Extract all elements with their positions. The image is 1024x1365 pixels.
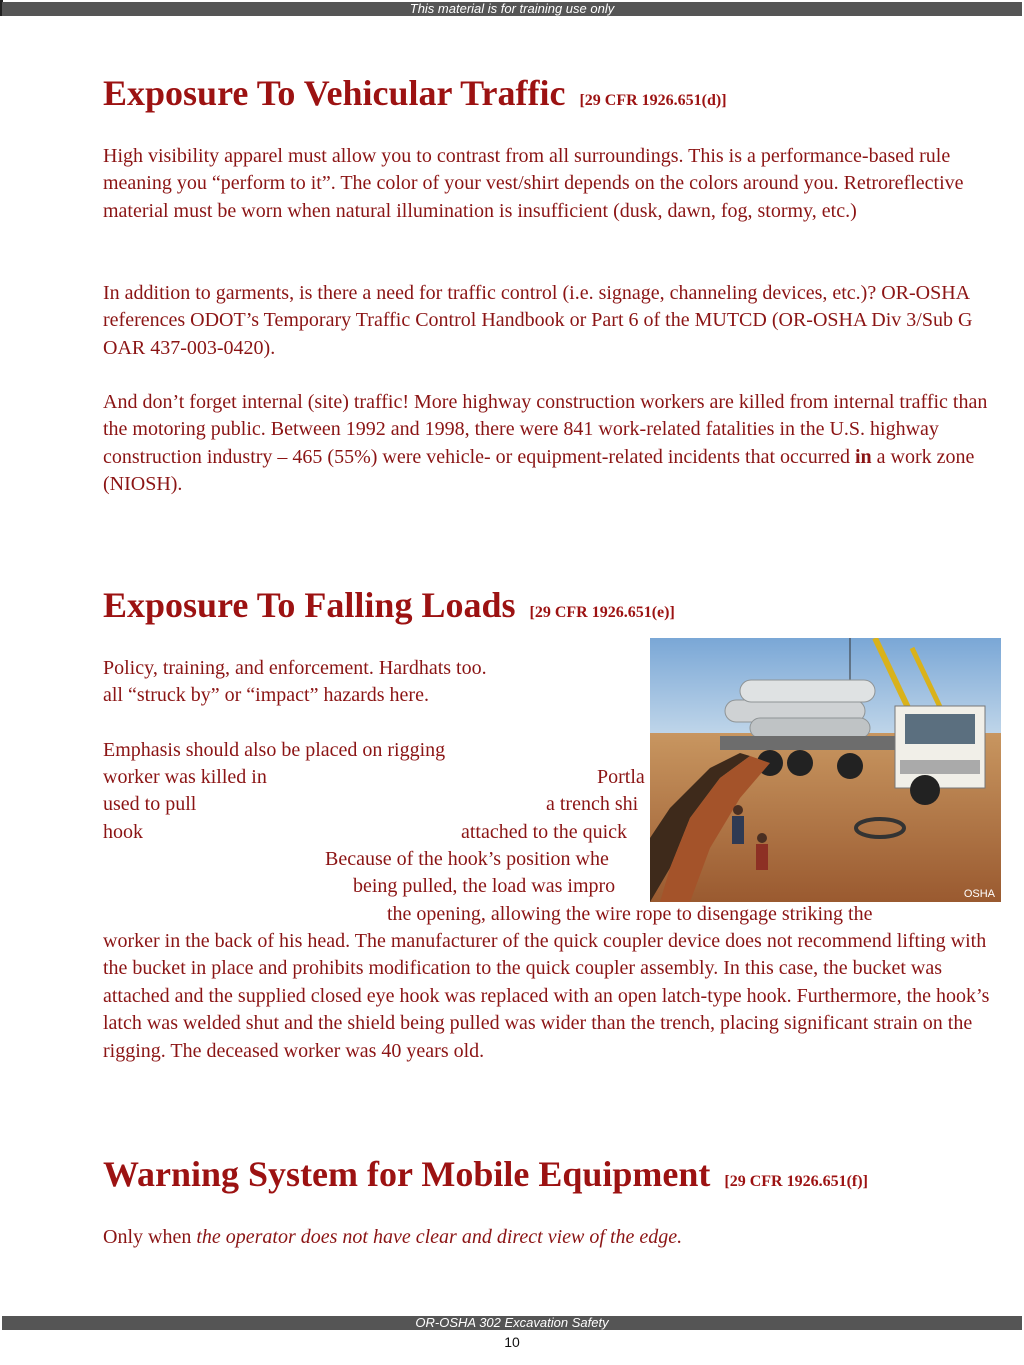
text-line: Emphasis should also be placed on rigging — [103, 739, 446, 761]
text-run: a work zone (NIOSH). — [103, 445, 975, 496]
section-title-text: Warning System for Mobile Equipment — [103, 1154, 711, 1194]
text-line: all “struck by” or “impact” hazards here. — [103, 684, 429, 706]
cfr-reference: [29 CFR 1926.651(f)] — [724, 1173, 868, 1190]
text-line: Because of the hook’s position whe — [325, 848, 609, 870]
paragraph-traffic-control: In addition to garments, is there a need for traffic control (i.e. signage, channeling devices, etc.)? OR-OSHA references ODOT’s Temporary Traffic Control Handbook or Part 6 of the MUTCD (OR-OSHA Div 3/Sub G OAR 437-003-0420). — [103, 282, 973, 359]
footer-banner: OR-OSHA 302 Excavation Safety — [2, 1316, 1022, 1330]
section-title-warning-system — [103, 1154, 868, 1202]
text-line: the opening, allowing the wire rope to disengage striking the — [387, 903, 873, 925]
text-run: And don’t forget internal (site) traffic! More highway construction workers are killed from internal traffic than the motoring public. Between 1992 and 1998, there were 841 work-related fatalities in the U.S. highway construction industry – 465 (55%) were vehicle- or equipment-related incidents that occurred — [103, 391, 988, 468]
text-line: attached to the quick — [461, 821, 628, 843]
photo-credit: OSHA — [963, 888, 995, 900]
cfr-reference: [29 CFR 1926.651(d)] — [579, 92, 727, 109]
text-line: being pulled, the load was impro — [353, 875, 616, 897]
italic-text: the operator does not have clear and direct view of the edge. — [196, 1226, 683, 1248]
paragraph-warning-system — [103, 1224, 993, 1251]
section-title-text: Exposure To Vehicular Traffic — [103, 73, 566, 113]
header-banner: This material is for training use only — [2, 2, 1022, 16]
text-line: worker was killed in — [103, 766, 267, 788]
bold-text: in — [854, 445, 872, 468]
text-line: Policy, training, and enforcement. Hardhats too. — [103, 657, 487, 679]
section-title-vehicular-traffic — [103, 73, 727, 121]
excavation-photo — [650, 638, 1001, 902]
page-number: 10 — [504, 1334, 520, 1350]
section-title-falling-loads — [103, 585, 675, 633]
text-line: a trench shi — [546, 793, 639, 815]
photo-illustration — [650, 638, 1001, 902]
cfr-reference: [29 CFR 1926.651(e)] — [529, 604, 675, 621]
paragraph-high-visibility: High visibility apparel must allow you to contrast from all surroundings. This is a performance-based rule meaning you “perform to it”. The color of your vest/shirt depends on the colors around you. Retroreflective material must be worn when natural illumination is insufficient (dusk, dawn, fog, stormy, etc.) — [103, 145, 964, 222]
text-line: used to pull — [103, 793, 197, 815]
paragraph-internal-traffic — [103, 389, 993, 499]
paragraph-incident-details: worker in the back of his head. The manufacturer of the quick coupler device does not recommend lifting with the bucket in place and prohibits modification to the quick coupler assembly. In this case, the bucket was attached and the supplied closed eye hook was replaced with an open latch-type hook. Furthermore, the hook’s latch was welded shut and the shield being pulled was wider than the trench, placing significant strain on the rigging. The deceased worker was 40 years old. — [103, 930, 990, 1062]
section-title-text: Exposure To Falling Loads — [103, 585, 516, 625]
text-run: Only when — [103, 1226, 197, 1248]
text-line: Portla — [597, 766, 645, 788]
text-line: hook — [103, 821, 143, 843]
